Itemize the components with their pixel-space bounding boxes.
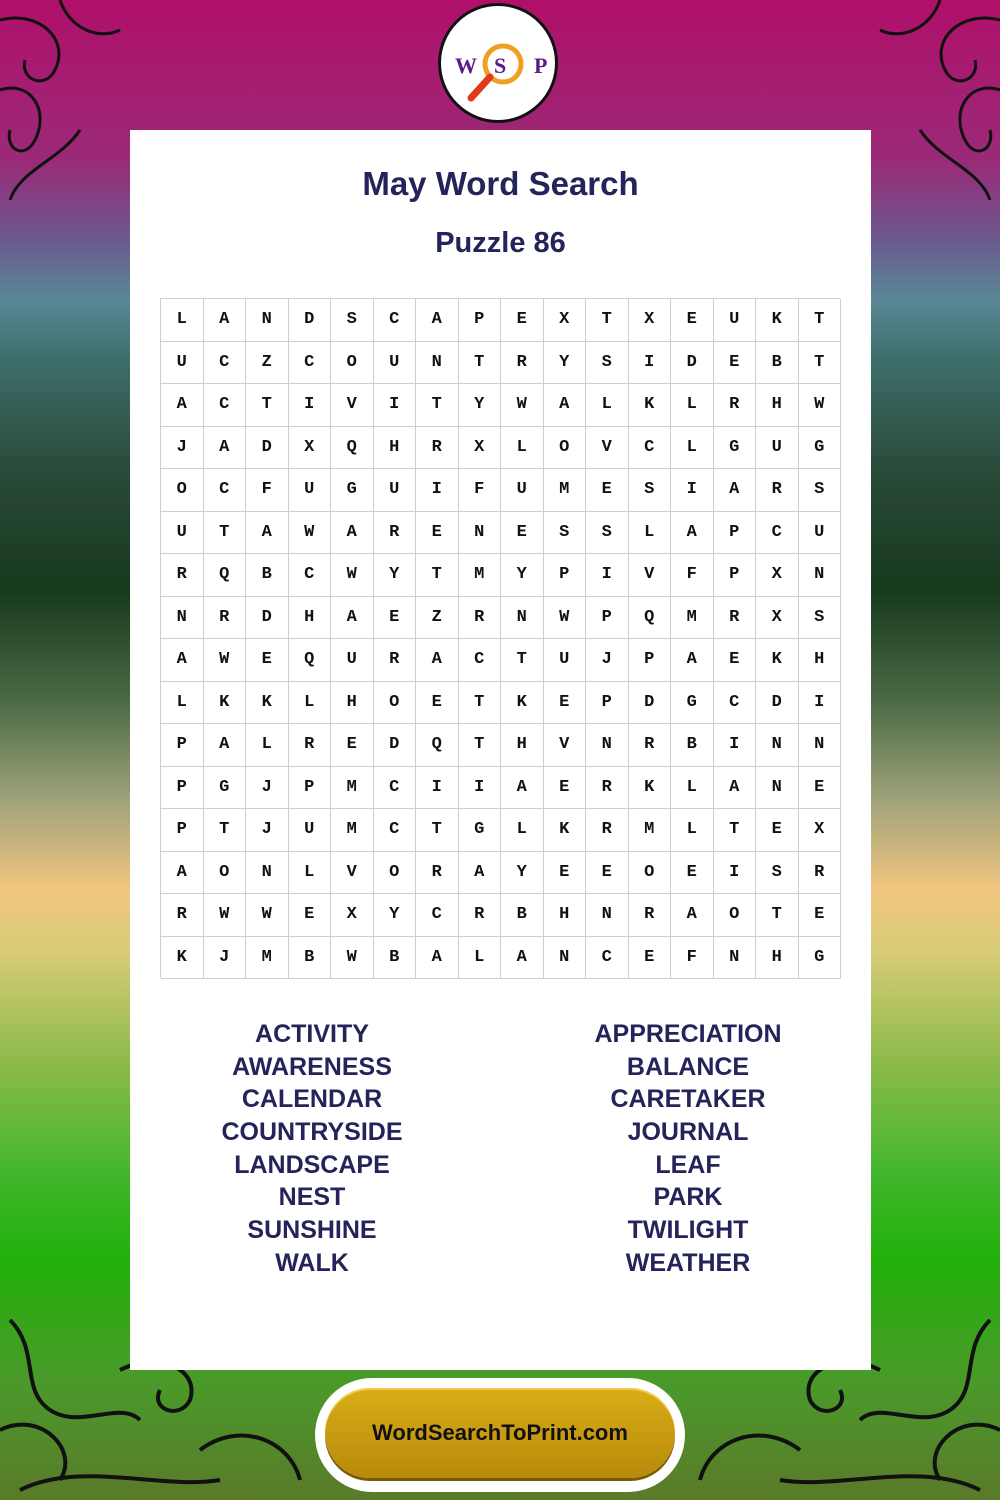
grid-cell[interactable]: E — [714, 342, 757, 385]
grid-cell[interactable]: H — [756, 384, 799, 427]
grid-cell[interactable]: C — [416, 894, 459, 937]
grid-cell[interactable]: K — [246, 682, 289, 725]
grid-cell[interactable]: N — [501, 597, 544, 640]
grid-cell[interactable]: O — [161, 469, 204, 512]
grid-cell[interactable]: A — [671, 512, 714, 555]
grid-cell[interactable]: I — [289, 384, 332, 427]
grid-cell[interactable]: B — [671, 724, 714, 767]
site-logo[interactable] — [438, 3, 558, 123]
grid-cell[interactable]: A — [544, 384, 587, 427]
grid-cell[interactable]: A — [416, 639, 459, 682]
grid-cell[interactable]: A — [246, 512, 289, 555]
grid-cell[interactable]: S — [756, 852, 799, 895]
grid-cell[interactable]: P — [629, 639, 672, 682]
grid-cell[interactable]: R — [629, 724, 672, 767]
grid-cell[interactable]: A — [671, 639, 714, 682]
grid-cell[interactable]: Y — [501, 554, 544, 597]
grid-cell[interactable]: H — [799, 639, 842, 682]
grid-cell[interactable]: M — [629, 809, 672, 852]
grid-cell[interactable]: P — [161, 767, 204, 810]
grid-cell[interactable]: K — [161, 937, 204, 980]
grid-cell[interactable]: R — [161, 554, 204, 597]
grid-cell[interactable]: L — [161, 299, 204, 342]
grid-cell[interactable]: I — [714, 724, 757, 767]
grid-cell[interactable]: P — [289, 767, 332, 810]
grid-cell[interactable]: X — [799, 809, 842, 852]
grid-cell[interactable]: C — [204, 469, 247, 512]
grid-cell[interactable]: W — [204, 639, 247, 682]
grid-cell[interactable]: E — [586, 469, 629, 512]
grid-cell[interactable]: K — [544, 809, 587, 852]
grid-cell[interactable]: L — [289, 852, 332, 895]
grid-cell[interactable]: G — [799, 427, 842, 470]
grid-cell[interactable]: U — [714, 299, 757, 342]
word-item: LANDSCAPE — [234, 1150, 390, 1179]
site-link-button[interactable]: WordSearchToPrint.com — [325, 1388, 675, 1478]
grid-cell[interactable]: E — [714, 639, 757, 682]
grid-cell[interactable]: S — [799, 469, 842, 512]
grid-cell[interactable]: O — [714, 894, 757, 937]
grid-cell[interactable]: K — [204, 682, 247, 725]
word-item: APPRECIATION — [594, 1020, 782, 1048]
grid-cell[interactable]: U — [799, 512, 842, 555]
grid-cell[interactable]: M — [544, 469, 587, 512]
grid-cell[interactable]: S — [629, 469, 672, 512]
grid-cell[interactable]: C — [289, 342, 332, 385]
grid-cell[interactable]: T — [246, 384, 289, 427]
grid-cell[interactable]: C — [289, 554, 332, 597]
grid-cell[interactable]: J — [204, 937, 247, 980]
grid-cell[interactable]: X — [331, 894, 374, 937]
grid-cell[interactable]: E — [629, 937, 672, 980]
grid-cell[interactable]: A — [501, 937, 544, 980]
grid-cell[interactable]: G — [204, 767, 247, 810]
grid-cell[interactable]: U — [756, 427, 799, 470]
grid-cell[interactable]: C — [374, 767, 417, 810]
grid-cell[interactable]: T — [459, 724, 502, 767]
grid-cell[interactable]: E — [331, 724, 374, 767]
grid-cell[interactable]: P — [161, 809, 204, 852]
grid-cell[interactable]: L — [459, 937, 502, 980]
grid-cell[interactable]: D — [246, 427, 289, 470]
grid-cell[interactable]: A — [204, 724, 247, 767]
grid-cell[interactable]: X — [544, 299, 587, 342]
grid-cell[interactable]: I — [714, 852, 757, 895]
grid-cell[interactable]: U — [331, 639, 374, 682]
grid-cell[interactable]: N — [161, 597, 204, 640]
grid-cell[interactable]: A — [331, 512, 374, 555]
corner-ornament-top-left-icon — [0, 0, 130, 200]
grid-cell[interactable]: N — [459, 512, 502, 555]
grid-cell[interactable]: F — [671, 937, 714, 980]
grid-cell[interactable]: M — [331, 767, 374, 810]
grid-cell[interactable]: N — [586, 894, 629, 937]
grid-cell[interactable]: M — [331, 809, 374, 852]
grid-cell[interactable]: P — [586, 682, 629, 725]
grid-cell[interactable]: I — [459, 767, 502, 810]
grid-cell[interactable]: L — [289, 682, 332, 725]
grid-cell[interactable]: I — [416, 469, 459, 512]
grid-cell[interactable]: L — [671, 767, 714, 810]
grid-cell[interactable]: T — [459, 682, 502, 725]
grid-cell[interactable]: D — [246, 597, 289, 640]
grid-cell[interactable]: W — [799, 384, 842, 427]
grid-cell[interactable]: R — [161, 894, 204, 937]
grid-cell[interactable]: O — [629, 852, 672, 895]
grid-cell[interactable]: K — [629, 767, 672, 810]
grid-cell[interactable]: R — [714, 384, 757, 427]
grid-cell[interactable]: S — [586, 512, 629, 555]
grid-cell[interactable]: F — [459, 469, 502, 512]
grid-cell[interactable]: A — [416, 299, 459, 342]
grid-cell[interactable]: A — [714, 767, 757, 810]
grid-cell[interactable]: I — [671, 469, 714, 512]
grid-cell[interactable]: H — [331, 682, 374, 725]
grid-cell[interactable]: R — [756, 469, 799, 512]
grid-cell[interactable]: N — [544, 937, 587, 980]
grid-cell[interactable]: L — [161, 682, 204, 725]
letter-grid — [160, 298, 840, 978]
grid-cell[interactable]: A — [671, 894, 714, 937]
grid-cell[interactable]: R — [586, 767, 629, 810]
grid-cell[interactable]: K — [629, 384, 672, 427]
logo-letter-p: P — [534, 53, 548, 78]
grid-cell[interactable]: T — [799, 299, 842, 342]
grid-cell[interactable]: N — [756, 724, 799, 767]
grid-cell[interactable]: L — [671, 384, 714, 427]
grid-cell[interactable]: Q — [331, 427, 374, 470]
grid-cell[interactable]: B — [374, 937, 417, 980]
grid-cell[interactable]: H — [756, 937, 799, 980]
grid-cell[interactable]: T — [459, 342, 502, 385]
grid-cell[interactable]: E — [799, 894, 842, 937]
grid-cell[interactable]: K — [756, 639, 799, 682]
grid-cell[interactable]: E — [544, 852, 587, 895]
logo-letter-s: S — [494, 53, 507, 78]
grid-cell[interactable]: A — [331, 597, 374, 640]
grid-cell[interactable]: E — [416, 512, 459, 555]
grid-cell[interactable]: S — [799, 597, 842, 640]
grid-cell[interactable]: F — [671, 554, 714, 597]
grid-cell[interactable]: R — [459, 894, 502, 937]
word-item: BALANCE — [626, 1052, 750, 1081]
grid-cell[interactable]: T — [416, 809, 459, 852]
grid-cell[interactable]: U — [289, 469, 332, 512]
grid-cell[interactable]: L — [501, 427, 544, 470]
word-item: WEATHER — [625, 1248, 751, 1277]
grid-cell[interactable]: V — [544, 724, 587, 767]
grid-cell[interactable]: H — [289, 597, 332, 640]
puzzle-number: Puzzle 86 — [435, 227, 566, 259]
grid-cell[interactable]: U — [161, 512, 204, 555]
word-item: AWARENESS — [232, 1052, 392, 1081]
grid-cell[interactable]: R — [204, 597, 247, 640]
word-item: COUNTRYSIDE — [221, 1118, 403, 1147]
grid-cell[interactable]: P — [586, 597, 629, 640]
word-item: JOURNAL — [627, 1118, 749, 1147]
grid-cell[interactable]: G — [671, 682, 714, 725]
grid-cell[interactable]: I — [629, 342, 672, 385]
grid-cell[interactable]: E — [416, 682, 459, 725]
grid-cell[interactable]: E — [246, 639, 289, 682]
word-item: CARETAKER — [610, 1085, 766, 1114]
grid-cell[interactable]: D — [289, 299, 332, 342]
grid-cell[interactable]: E — [374, 597, 417, 640]
grid-cell[interactable]: B — [289, 937, 332, 980]
grid-cell[interactable]: U — [374, 342, 417, 385]
grid-cell[interactable]: A — [501, 767, 544, 810]
grid-cell[interactable]: P — [161, 724, 204, 767]
grid-cell[interactable]: Z — [416, 597, 459, 640]
grid-cell[interactable]: Y — [501, 852, 544, 895]
word-item: SUNSHINE — [247, 1216, 377, 1245]
grid-cell[interactable]: N — [799, 724, 842, 767]
grid-cell[interactable]: P — [544, 554, 587, 597]
grid-cell[interactable]: H — [374, 427, 417, 470]
grid-cell[interactable]: V — [331, 384, 374, 427]
grid-cell[interactable]: E — [586, 852, 629, 895]
grid-cell[interactable]: U — [161, 342, 204, 385]
grid-cell[interactable]: E — [501, 512, 544, 555]
grid-cell[interactable]: I — [799, 682, 842, 725]
grid-cell[interactable]: J — [246, 809, 289, 852]
grid-cell[interactable]: E — [544, 767, 587, 810]
grid-cell[interactable]: R — [416, 427, 459, 470]
grid-cell[interactable]: R — [416, 852, 459, 895]
grid-cell[interactable]: I — [586, 554, 629, 597]
grid-cell[interactable]: K — [501, 682, 544, 725]
grid-cell[interactable]: N — [586, 724, 629, 767]
footer — [315, 1378, 685, 1492]
grid-cell[interactable]: A — [161, 852, 204, 895]
grid-cell[interactable]: Q — [416, 724, 459, 767]
grid-cell[interactable]: X — [756, 597, 799, 640]
grid-cell[interactable]: G — [331, 469, 374, 512]
grid-cell[interactable]: E — [756, 809, 799, 852]
word-item: TWILIGHT — [627, 1216, 749, 1245]
grid-cell[interactable]: D — [374, 724, 417, 767]
grid-cell[interactable]: E — [289, 894, 332, 937]
grid-cell[interactable]: V — [586, 427, 629, 470]
grid-cell[interactable]: X — [629, 299, 672, 342]
logo-letter-w: W — [455, 53, 477, 78]
grid-cell[interactable]: B — [756, 342, 799, 385]
grid-cell[interactable]: A — [204, 299, 247, 342]
grid-cell[interactable]: N — [714, 937, 757, 980]
grid-cell[interactable]: O — [374, 852, 417, 895]
grid-cell[interactable]: I — [416, 767, 459, 810]
grid-cell[interactable]: J — [586, 639, 629, 682]
grid-cell[interactable]: W — [289, 512, 332, 555]
grid-cell[interactable]: R — [374, 639, 417, 682]
grid-cell[interactable]: C — [374, 299, 417, 342]
word-item: ACTIVITY — [255, 1020, 369, 1048]
grid-cell[interactable]: B — [501, 894, 544, 937]
grid-cell[interactable]: D — [629, 682, 672, 725]
grid-cell[interactable]: J — [246, 767, 289, 810]
grid-cell[interactable]: Q — [629, 597, 672, 640]
grid-cell[interactable]: L — [586, 384, 629, 427]
word-item: CALENDAR — [241, 1085, 383, 1114]
grid-cell[interactable]: N — [246, 852, 289, 895]
grid-cell[interactable]: K — [756, 299, 799, 342]
grid-cell[interactable]: T — [586, 299, 629, 342]
grid-cell[interactable]: M — [459, 554, 502, 597]
puzzle-card — [130, 130, 871, 1370]
grid-cell[interactable]: I — [374, 384, 417, 427]
grid-cell[interactable]: S — [331, 299, 374, 342]
grid-cell[interactable]: A — [416, 937, 459, 980]
corner-ornament-top-right-icon — [870, 0, 1000, 200]
grid-cell[interactable]: O — [544, 427, 587, 470]
grid-cell[interactable]: U — [374, 469, 417, 512]
grid-cell[interactable]: O — [374, 682, 417, 725]
grid-cell[interactable]: M — [671, 597, 714, 640]
grid-cell[interactable]: B — [246, 554, 289, 597]
grid-cell[interactable]: E — [501, 299, 544, 342]
grid-cell[interactable]: G — [799, 937, 842, 980]
grid-cell[interactable]: A — [714, 469, 757, 512]
grid-cell[interactable]: U — [501, 469, 544, 512]
grid-cell[interactable]: X — [756, 554, 799, 597]
grid-cell[interactable]: R — [799, 852, 842, 895]
grid-cell[interactable]: T — [204, 512, 247, 555]
grid-cell[interactable]: D — [756, 682, 799, 725]
grid-cell[interactable]: S — [544, 512, 587, 555]
word-item: NEST — [278, 1183, 346, 1212]
grid-cell[interactable]: W — [246, 894, 289, 937]
grid-cell[interactable]: Y — [459, 384, 502, 427]
grid-cell[interactable]: A — [161, 384, 204, 427]
grid-cell[interactable]: Z — [246, 342, 289, 385]
grid-cell[interactable]: W — [204, 894, 247, 937]
page-title: May Word Search — [362, 165, 639, 202]
grid-cell[interactable]: T — [501, 639, 544, 682]
grid-cell[interactable]: R — [586, 809, 629, 852]
grid-cell[interactable]: N — [246, 299, 289, 342]
grid-cell[interactable]: L — [501, 809, 544, 852]
grid-cell[interactable]: R — [289, 724, 332, 767]
word-item: PARK — [653, 1183, 723, 1212]
grid-cell[interactable]: U — [289, 809, 332, 852]
grid-cell[interactable]: L — [246, 724, 289, 767]
grid-cell[interactable]: F — [246, 469, 289, 512]
grid-cell[interactable]: Y — [544, 342, 587, 385]
grid-cell[interactable]: Q — [204, 554, 247, 597]
grid-cell[interactable]: N — [756, 767, 799, 810]
grid-cell[interactable]: C — [204, 384, 247, 427]
grid-cell[interactable]: R — [459, 597, 502, 640]
grid-cell[interactable]: T — [714, 809, 757, 852]
grid-cell[interactable]: J — [161, 427, 204, 470]
grid-cell[interactable]: D — [671, 342, 714, 385]
grid-cell[interactable]: R — [501, 342, 544, 385]
grid-cell[interactable]: A — [459, 852, 502, 895]
word-item: LEAF — [655, 1150, 721, 1179]
grid-cell[interactable]: C — [714, 682, 757, 725]
grid-cell[interactable]: X — [289, 427, 332, 470]
grid-cell[interactable]: U — [544, 639, 587, 682]
grid-cell[interactable]: W — [331, 554, 374, 597]
grid-cell[interactable]: X — [459, 427, 502, 470]
word-list-left — [162, 1018, 462, 1280]
grid-cell[interactable]: C — [459, 639, 502, 682]
grid-cell[interactable]: E — [799, 767, 842, 810]
grid-cell[interactable]: G — [714, 427, 757, 470]
grid-cell[interactable]: W — [544, 597, 587, 640]
grid-cell[interactable]: W — [501, 384, 544, 427]
grid-cell[interactable]: T — [799, 342, 842, 385]
grid-cell[interactable]: L — [671, 427, 714, 470]
grid-cell[interactable]: A — [204, 427, 247, 470]
grid-cell[interactable]: A — [161, 639, 204, 682]
word-list-right — [538, 1018, 838, 1280]
grid-cell[interactable]: L — [671, 809, 714, 852]
word-item: WALK — [275, 1248, 349, 1277]
grid-cell[interactable]: R — [714, 597, 757, 640]
grid-cell[interactable]: C — [204, 342, 247, 385]
grid-cell[interactable]: O — [331, 342, 374, 385]
grid-cell[interactable]: C — [374, 809, 417, 852]
grid-cell[interactable]: E — [544, 682, 587, 725]
grid-cell[interactable]: T — [204, 809, 247, 852]
grid-cell[interactable]: M — [246, 937, 289, 980]
grid-cell[interactable]: N — [416, 342, 459, 385]
grid-cell[interactable]: P — [714, 512, 757, 555]
grid-cell[interactable]: N — [799, 554, 842, 597]
grid-cell[interactable]: L — [629, 512, 672, 555]
grid-cell[interactable]: R — [629, 894, 672, 937]
grid-cell[interactable]: Y — [374, 554, 417, 597]
grid-cell[interactable]: R — [374, 512, 417, 555]
grid-cell[interactable]: W — [331, 937, 374, 980]
grid-cell[interactable]: T — [416, 554, 459, 597]
grid-cell[interactable]: P — [459, 299, 502, 342]
grid-cell[interactable]: V — [629, 554, 672, 597]
grid-cell[interactable]: Q — [289, 639, 332, 682]
grid-cell[interactable]: C — [629, 427, 672, 470]
grid-cell[interactable]: T — [756, 894, 799, 937]
grid-cell[interactable]: O — [204, 852, 247, 895]
grid-cell[interactable]: Y — [374, 894, 417, 937]
grid-cell[interactable]: C — [756, 512, 799, 555]
grid-cell[interactable]: G — [459, 809, 502, 852]
grid-cell[interactable]: P — [714, 554, 757, 597]
grid-cell[interactable]: V — [331, 852, 374, 895]
grid-cell[interactable]: H — [501, 724, 544, 767]
grid-cell[interactable]: S — [586, 342, 629, 385]
grid-cell[interactable]: E — [671, 852, 714, 895]
grid-cell[interactable]: T — [416, 384, 459, 427]
grid-cell[interactable]: E — [671, 299, 714, 342]
grid-cell[interactable]: H — [544, 894, 587, 937]
grid-cell[interactable]: C — [586, 937, 629, 980]
